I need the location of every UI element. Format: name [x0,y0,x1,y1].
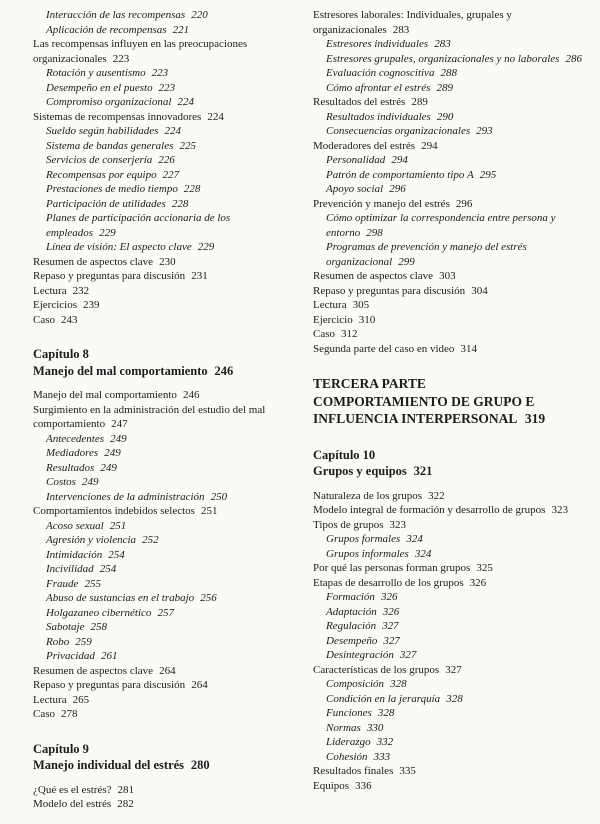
entry-title: Composición [326,678,385,690]
toc-subentry [33,475,291,490]
entry-title: Repaso y preguntas para discusión [313,284,466,297]
toc-subentry [33,606,291,621]
toc-entry [33,298,291,313]
entry-title: Las recompensas influyen en las preocupaciones organizacionales [33,38,248,65]
entry-title: Resultados finales [313,765,394,777]
entry-title: Compromiso organizacional [46,96,172,108]
toc-subentry [33,182,291,197]
entry-title: Rotación y ausentismo [46,67,146,79]
entry-page-number: 326 [469,576,487,589]
toc-entry [33,707,291,722]
entry-title: Cómo afrontar el estrés [326,81,431,94]
entry-title: Aplicación de recompensas [46,23,167,36]
entry-title: Incivilidad [46,563,94,575]
entry-page-number: 223 [151,67,169,79]
toc-subentry [33,432,291,447]
entry-page-number: 326 [382,605,400,618]
toc-entry [33,110,291,125]
toc-subentry [33,649,291,664]
entry-page-number: 224 [177,96,194,108]
toc-entry [33,313,291,328]
toc-subentry [33,197,291,212]
entry-title: Fraude [46,577,79,590]
toc-subentry [313,211,588,240]
entry-title: Segunda parte del caso en video [313,342,455,355]
toc-entry [313,489,588,504]
toc-subentry [313,547,588,562]
entry-title: Holgazaneo cibernético [46,606,152,619]
entry-title: Servicios de conserjería [46,154,153,166]
toc-subentry [33,577,291,592]
entry-title: Comportamientos indebidos selectos [33,505,195,517]
entry-title: Moderadores del estrés [313,139,416,152]
toc-entry [33,255,291,270]
toc-subentry [313,124,588,139]
entry-page-number: 328 [446,692,463,705]
entry-page-number: 323 [389,518,407,531]
entry-title: Normas [326,721,361,734]
entry-title: Por qué las personas forman grupos [313,562,471,574]
toc-entry [313,313,588,328]
toc-subentry [313,240,588,269]
entry-page-number: 224 [207,110,224,123]
entry-page-number: 252 [142,534,159,546]
heading-text: COMPORTAMIENTO DE GRUPO E INFLUENCIA INTERPERSONAL [313,393,535,426]
entry-page-number: 328 [390,678,407,690]
toc-entry [33,678,291,693]
entry-page-number: 283 [434,38,451,50]
toc-entry [313,95,588,110]
chapter-label: Capítulo 10 [313,447,376,462]
toc-section-toc-run [33,8,291,327]
toc-subentry [33,66,291,81]
entry-page-number: 256 [200,592,217,604]
entry-title: Ejercicios [33,299,77,311]
entry-title: Condición en la jerarquía [326,692,441,705]
entry-title: Naturaleza de los grupos [313,489,423,502]
entry-page-number: 324 [406,533,423,545]
entry-page-number: 249 [100,461,117,474]
toc-subentry [33,124,291,139]
entry-page-number: 229 [197,241,215,253]
toc-entry [33,783,291,798]
entry-page-number: 304 [471,284,488,297]
entry-title: Abuso de sustancias en el trabajo [46,592,195,604]
entry-title: Caso [33,708,55,720]
entry-title: Regulación [326,620,377,632]
entry-page-number: 230 [159,255,176,268]
toc-subentry [313,110,588,125]
entry-page-number: 250 [210,490,228,503]
entry-title: Estresores grupales, organizacionales y no laborales [326,52,560,65]
entry-page-number: 259 [75,635,92,648]
entry-title: Repaso y preguntas para discusión [33,679,186,691]
entry-title: Adaptación [326,605,377,618]
toc-subentry [313,532,588,547]
toc-subentry [33,490,291,505]
toc-entry [313,197,588,212]
toc-entry [313,576,588,591]
entry-title: Lectura [33,284,67,297]
toc-subentry [313,66,588,81]
toc-column-left [33,8,291,818]
entry-page-number: 264 [191,679,208,691]
toc-subentry [313,605,588,620]
toc-subentry [313,634,588,649]
entry-page-number: 295 [479,168,497,181]
entry-page-number: 325 [476,562,493,574]
entry-title: Funciones [326,707,372,719]
toc-subentry [313,692,588,707]
entry-title: Recompensas por equipo [46,168,157,181]
entry-page-number: 327 [382,620,399,632]
entry-title: Etapas de desarrollo de los grupos [313,576,464,589]
entry-title: Resumen de aspectos clave [33,664,154,677]
entry-page-number: 324 [414,547,432,560]
toc-entry [33,388,291,403]
toc-subentry [313,590,588,605]
entry-title: Participación de utilidades [46,197,166,210]
toc-subentry [33,620,291,635]
entry-title: Sueldo según habilidades [46,125,159,137]
entry-page-number: 243 [61,313,78,326]
heading-page-number: 321 [413,464,433,478]
entry-page-number: 251 [200,505,218,517]
entry-page-number: 303 [439,270,456,282]
heading-text: Manejo individual del estrés [33,758,185,772]
toc-subentry [313,619,588,634]
toc-subentry [313,706,588,721]
entry-page-number: 283 [392,23,410,36]
toc-entry [313,284,588,299]
toc-entry [33,504,291,519]
toc-subentry [313,750,588,765]
part-title [313,393,588,428]
entry-title: Cohesión [326,750,368,763]
toc-subentry [33,461,291,476]
entry-title: Surgimiento en la administración del estudio del mal comportamiento [33,403,266,430]
entry-title: Agresión y violencia [46,534,137,546]
entry-title: Estresores laborales: Individuales, grupales y organizacionales [313,9,512,36]
entry-page-number: 281 [117,783,135,796]
entry-page-number: 296 [389,183,406,195]
entry-title: Lectura [313,299,347,311]
entry-page-number: 335 [399,765,416,777]
toc-subentry [33,139,291,154]
entry-title: Sistemas de recompensas innovadores [33,110,202,123]
toc-subentry [313,153,588,168]
toc-subentry [33,23,291,38]
toc-section-chapter [313,447,588,794]
entry-page-number: 278 [61,708,78,720]
entry-title: Características de los grupos [313,663,440,676]
entry-page-number: 298 [366,226,383,239]
entry-title: Resumen de aspectos clave [33,255,154,268]
entry-page-number: 322 [428,489,445,502]
toc-entry [313,342,588,357]
entry-page-number: 254 [99,563,117,575]
entry-title: Apoyo social [326,183,384,195]
entry-title: Cómo optimizar la correspondencia entre persona y entorno [326,212,556,239]
entry-page-number: 327 [445,663,462,676]
entry-page-number: 232 [72,284,90,297]
entry-title: Grupos formales [326,533,401,545]
entry-page-number: 239 [83,299,100,311]
entry-page-number: 261 [100,650,118,662]
entry-title: Línea de visión: El aspecto clave [46,241,192,253]
entry-title: Consecuencias organizacionales [326,125,471,137]
toc-subentry [33,635,291,650]
toc-section-part [313,375,588,428]
entry-page-number: 226 [158,154,175,166]
entry-title: Grupos informales [326,547,409,560]
entry-page-number: 333 [373,750,391,763]
entry-page-number: 228 [171,197,189,210]
entry-page-number: 221 [172,23,190,36]
toc-subentry [33,153,291,168]
heading-page-number: 246 [214,363,234,378]
chapter-label: Capítulo 9 [33,741,89,756]
heading-text: Manejo del mal comportamiento [33,363,208,378]
toc-entry [33,403,291,432]
toc-subentry [33,591,291,606]
heading-page-number: 319 [524,411,546,426]
entry-title: Intervenciones de la administración [46,490,205,503]
entry-page-number: 228 [183,183,201,195]
entry-page-number: 255 [84,577,101,590]
toc-subentry [313,37,588,52]
toc-subentry [313,721,588,736]
toc-subentry [33,81,291,96]
entry-title: Modelo integral de formación y desarrollo de grupos [313,504,546,516]
entry-page-number: 327 [399,649,417,661]
entry-title: Desempeño en el puesto [46,81,153,94]
entry-title: Prestaciones de medio tiempo [46,183,178,195]
toc-entry [313,269,588,284]
toc-entry [33,693,291,708]
toc-entry [313,779,588,794]
entry-title: Robo [46,635,70,648]
entry-title: Prevención y manejo del estrés [313,197,450,210]
entry-page-number: 223 [158,81,176,94]
heading-text: Grupos y equipos [313,464,407,478]
entry-title: Costos [46,476,76,488]
toc-entry [313,139,588,154]
entry-page-number: 225 [179,139,196,152]
entry-title: Acoso sexual [46,519,104,532]
entry-title: Resumen de aspectos clave [313,270,434,282]
entry-page-number: 257 [157,606,174,619]
entry-page-number: 299 [398,255,415,268]
entry-page-number: 254 [108,548,125,561]
entry-page-number: 249 [104,447,121,459]
entry-title: Desempeño [326,634,378,647]
entry-page-number: 290 [436,110,454,123]
toc-subentry [313,168,588,183]
toc-subentry [33,95,291,110]
entry-page-number: 289 [436,81,453,94]
entry-page-number: 327 [383,634,400,647]
entry-page-number: 229 [99,226,116,239]
entry-page-number: 332 [376,736,394,748]
entry-page-number: 249 [110,432,127,445]
heading-page-number: 280 [190,758,210,772]
entry-title: Formación [326,591,375,603]
entry-title: Antecedentes [46,432,105,445]
entry-title: Manejo del mal comportamiento [33,389,177,401]
entry-title: Sistema de bandas generales [46,139,174,152]
toc-entry [33,797,291,812]
toc-entry [33,664,291,679]
toc-subentry [33,8,291,23]
entry-page-number: 330 [366,721,384,734]
entry-title: Mediadores [46,447,99,459]
chapter-title [33,757,291,774]
toc-subentry [33,168,291,183]
toc-subentry [313,648,588,663]
entry-title: Sabotaje [46,621,85,633]
entry-page-number: 251 [109,519,127,532]
entry-title: Repaso y preguntas para discusión [33,270,186,282]
entry-page-number: 282 [117,798,134,810]
entry-page-number: 258 [90,621,108,633]
chapter-title [313,463,588,480]
entry-page-number: 289 [411,96,428,108]
toc-subentry [33,533,291,548]
entry-title: Caso [313,328,335,340]
entry-page-number: 223 [112,52,130,65]
entry-page-number: 328 [377,707,395,719]
entry-page-number: 288 [440,67,457,79]
entry-title: Caso [33,313,55,326]
entry-title: Evaluación cognoscitiva [326,67,435,79]
entry-page-number: 296 [455,197,473,210]
toc-column-right [313,8,588,818]
entry-title: Lectura [33,693,67,706]
entry-page-number: 323 [551,504,569,516]
entry-page-number: 336 [355,779,372,792]
entry-page-number: 293 [476,125,493,137]
entry-title: Intimidación [46,548,103,561]
entry-title: Ejercicio [313,313,353,326]
toc-subentry [33,548,291,563]
entry-title: Patrón de comportamiento tipo A [326,168,474,181]
entry-title: Tipos de grupos [313,518,384,531]
toc-entry [313,327,588,342]
toc-subentry [33,519,291,534]
entry-page-number: 224 [164,125,181,137]
entry-title: Privacidad [46,650,95,662]
toc-entry [313,298,588,313]
entry-page-number: 294 [421,139,438,152]
entry-title: Programas de prevención y manejo del estrés organizacional [326,241,527,268]
toc-subentry [313,735,588,750]
toc-section-chapter [33,741,291,812]
entry-page-number: 249 [82,476,99,488]
toc-entry [313,503,588,518]
toc-subentry [313,677,588,692]
entry-page-number: 314 [460,342,477,355]
entry-title: Planes de participación accionaria de los empleados [46,212,231,239]
entry-page-number: 326 [380,591,398,603]
toc-entry [313,518,588,533]
toc-subentry [33,562,291,577]
toc-entry [313,561,588,576]
toc-entry [33,37,291,66]
entry-title: Equipos [313,779,350,792]
entry-page-number: 265 [72,693,90,706]
entry-page-number: 264 [159,664,176,677]
entry-page-number: 310 [358,313,376,326]
entry-page-number: 247 [111,418,128,430]
entry-title: Resultados individuales [326,110,431,123]
entry-page-number: 231 [191,270,208,282]
toc-subentry [33,240,291,255]
toc-entry [33,284,291,299]
toc-entry [313,8,588,37]
entry-title: ¿Qué es el estrés? [33,783,112,796]
toc-section-toc-run [313,8,588,356]
entry-page-number: 286 [565,52,582,65]
toc-entry [33,269,291,284]
entry-title: Modelo del estrés [33,798,112,810]
entry-title: Interacción de las recompensas [46,9,186,21]
entry-title: Personalidad [326,154,386,166]
entry-page-number: 246 [182,389,200,401]
entry-title: Desintegración [326,649,394,661]
chapter-title [33,363,291,380]
toc-section-chapter [33,346,291,722]
toc-subentry [313,52,588,67]
toc-entry [313,764,588,779]
part-label: TERCERA PARTE [313,376,426,391]
entry-title: Liderazgo [326,736,371,748]
entry-page-number: 294 [391,154,408,166]
toc-subentry [313,182,588,197]
toc-entry [313,663,588,678]
entry-page-number: 305 [352,299,370,311]
entry-title: Estresores individuales [326,38,429,50]
toc-subentry [33,446,291,461]
chapter-label: Capítulo 8 [33,347,89,361]
entry-page-number: 220 [191,9,208,21]
toc-subentry [33,211,291,240]
toc-subentry [313,81,588,96]
entry-title: Resultados del estrés [313,96,406,108]
entry-title: Resultados [46,461,95,474]
entry-page-number: 227 [162,168,180,181]
entry-page-number: 312 [341,328,358,340]
